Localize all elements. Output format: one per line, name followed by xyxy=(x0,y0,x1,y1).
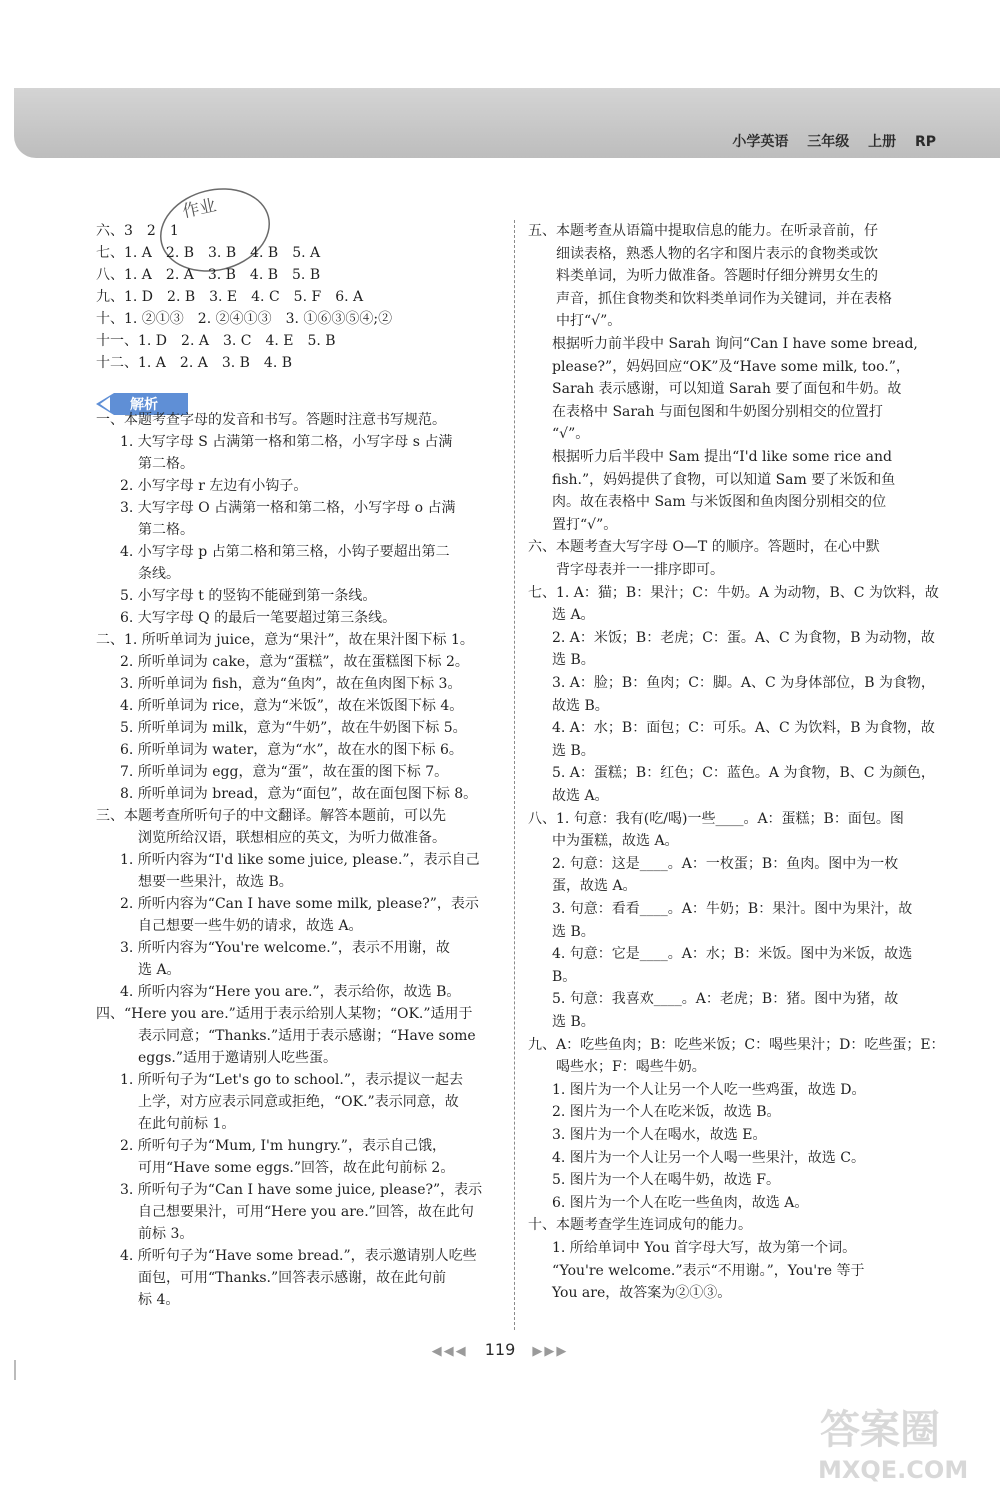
text-line: 4. 句意：它是____。A：水；B：米饭。图中为米饭，故选 xyxy=(552,946,913,963)
subject-label: 小学英语 xyxy=(732,134,789,150)
text-line: 2. 句意：这是____。A：一枚蛋；B：鱼肉。图中为一枚 xyxy=(552,855,899,872)
text-line: 1. 所听内容为“I'd like some juice, please.”，表示自己 xyxy=(120,852,480,868)
page-number: 119 xyxy=(484,1340,516,1359)
text-line: 声音，抓住食物类和饮料类单词作为关键词，并在表格 xyxy=(556,290,892,307)
page-footer xyxy=(0,1340,1000,1359)
text-line: 4. 所听句子为“Have some bread.”，表示邀请别人吃些 xyxy=(120,1248,477,1264)
text-line: 3. 所听内容为“You're welcome.”，表示不用谢，故 xyxy=(120,940,450,956)
text-line: 三、本题考查所听句子的中文翻译。解答本题前，可以先 xyxy=(96,808,446,824)
text-line: 蛋，故选 A。 xyxy=(552,878,637,895)
text-line: 5. 所听单词为 milk，意为“牛奶”，故在牛奶图下标 5。 xyxy=(120,720,467,736)
text-line: 标 4。 xyxy=(138,1292,180,1308)
text-line: 4. 所听单词为 rice，意为“米饭”，故在米饭图下标 4。 xyxy=(120,698,464,714)
text-line: 1. 所听句子为“Let's go to school.”，表示提议一起去 xyxy=(120,1072,463,1088)
analysis-badge-label: 解析 xyxy=(130,397,158,413)
column-divider xyxy=(514,220,515,1330)
text-line: 表示同意；“Thanks.”适用于表示感谢；“Have some xyxy=(138,1028,476,1044)
text-line: 九、A：吃些鱼肉；B：吃些米饭；C：喝些果汁；D：吃些蛋；E： xyxy=(528,1036,945,1053)
text-line: 选 A。 xyxy=(138,962,181,978)
stamp-text: 作业 xyxy=(180,195,219,223)
text-line: 五、本题考查从语篇中提取信息的能力。在听录音前，仔 xyxy=(528,223,878,239)
text-line: 2. 所听句子为“Mum, I'm hungry.”，表示自己饿， xyxy=(120,1138,446,1154)
text-line: 七、1. A 2. B 3. B 4. B 5. A xyxy=(96,245,321,261)
text-line: 根据听力前半段中 Sarah 询问“Can I have some bread, xyxy=(552,336,918,352)
text-line: fish.”，妈妈提供了食物，可以知道 Sam 要了米饭和鱼 xyxy=(552,471,896,488)
text-line: 九、1. D 2. B 3. E 4. C 5. F 6. A xyxy=(96,289,364,305)
text-line: 上学，对方应表示同意或拒绝，“OK.”表示同意，故 xyxy=(138,1094,459,1110)
watermark-logo: 答案圈 xyxy=(820,1407,940,1453)
text-line: 料类单词，为听力做准备。答题时仔细分辨男女生的 xyxy=(556,268,878,285)
text-line: 选 B。 xyxy=(552,1014,595,1030)
watermark-url: MXQE.COM xyxy=(818,1456,969,1484)
text-line: 5. 句意：我喜欢____。A：老虎；B：猪。图中为猪，故 xyxy=(552,991,899,1008)
text-line: 条线。 xyxy=(138,566,180,582)
text-line: Sarah 表示感谢，可以知道 Sarah 要了面包和牛奶。故 xyxy=(552,381,902,398)
text-line: 第二格。 xyxy=(138,522,194,538)
text-line: 4. 所听内容为“Here you are.”，表示给你，故选 B。 xyxy=(120,984,461,1000)
book-info xyxy=(718,131,936,151)
text-line: 1. 所给单词中 You 首字母大写，故为第一个词。 xyxy=(552,1240,857,1256)
text-line: 置打“√”。 xyxy=(552,516,618,533)
text-line: 十、1. ②①③ 2. ②④①③ 3. ①⑥③⑤④;② xyxy=(96,311,393,327)
text-line: 1. 大写字母 S 占满第一格和第二格，小写字母 s 占满 xyxy=(120,434,453,450)
grade-label: 三年级 xyxy=(807,134,850,150)
text-line: please?”，妈妈回应“OK”及“Have some milk, too.”， xyxy=(552,358,910,375)
text-line: 六、3 2 1 xyxy=(96,223,179,239)
text-line: 3. 大写字母 O 占满第一格和第二格，小写字母 o 占满 xyxy=(120,500,456,516)
text-line: 八、1. 句意：我有(吃/喝)一些____。A：蛋糕；B：面包。图 xyxy=(528,810,904,827)
text-line: 8. 所听单词为 bread，意为“面包”，故在面包图下标 8。 xyxy=(120,786,478,802)
edition-label: RP xyxy=(914,134,936,150)
text-line: 2. 图片为一个人在吃米饭，故选 B。 xyxy=(552,1104,781,1121)
text-line: 7. 所听单词为 egg，意为“蛋”，故在蛋的图下标 7。 xyxy=(120,764,449,780)
text-line: 2. 小写字母 r 左边有小钩子。 xyxy=(120,478,308,494)
text-line: 3. 所听单词为 fish，意为“鱼肉”，故在鱼肉图下标 3。 xyxy=(120,676,462,692)
text-line: B。 xyxy=(552,968,577,985)
text-line: 十一、1. D 2. A 3. C 4. E 5. B xyxy=(96,333,336,349)
text-line: eggs.”适用于邀请别人吃些蛋。 xyxy=(138,1050,338,1066)
prev-arrows-icon: ◀◀◀ xyxy=(431,1344,468,1359)
text-line: “You're welcome.”表示“不用谢。”，You're 等于 xyxy=(552,1262,865,1279)
next-arrows-icon: ▶▶▶ xyxy=(532,1344,569,1359)
text-line: 选 B。 xyxy=(552,742,595,759)
text-line: 肉。故在表格中 Sam 与米饭图和鱼肉图分别相交的位 xyxy=(552,494,887,511)
margin-mark xyxy=(14,1360,16,1380)
text-line: 在表格中 Sarah 与面包图和牛奶图分别相交的位置打 xyxy=(552,403,883,420)
text-line: 1. 图片为一个人让另一个人吃一些鸡蛋，故选 D。 xyxy=(552,1081,866,1098)
text-line: 自己想要一些牛奶的请求，故选 A。 xyxy=(138,918,363,934)
text-line: 4. A：水；B：面包；C：可乐。A、C 为饮料，B 为食物，故 xyxy=(552,720,935,737)
text-line: 浏览所给汉语，联想相应的英文，为听力做准备。 xyxy=(138,830,446,846)
text-line: 6. 图片为一个人在吃一些鱼肉，故选 A。 xyxy=(552,1194,809,1211)
text-line: 八、1. A 2. A 3. B 4. B 5. B xyxy=(96,267,321,283)
text-line: 2. 所听单词为 cake，意为“蛋糕”，故在蛋糕图下标 2。 xyxy=(120,654,469,670)
text-line: 自己想要果汁，可用“Here you are.”回答，故在此句 xyxy=(138,1204,474,1220)
text-line: 6. 所听单词为 water，意为“水”，故在水的图下标 6。 xyxy=(120,742,463,758)
text-line: 前标 3。 xyxy=(138,1226,194,1242)
text-line: 3. 图片为一个人在喝水，故选 E。 xyxy=(552,1127,767,1143)
text-line: 十、本题考查学生连词成句的能力。 xyxy=(528,1217,752,1234)
text-line: 面包，可用“Thanks.”回答表示感谢，故在此句前 xyxy=(138,1270,447,1286)
text-line: 七、1. A：猫；B：果汁；C：牛奶。A 为动物，B、C 为饮料，故 xyxy=(528,584,939,601)
text-line: 3. A：脸；B：鱼肉；C：脚。A、C 为身体部位，B 为食物， xyxy=(552,675,935,691)
text-line: 4. 图片为一个人让另一个人喝一些果汁，故选 C。 xyxy=(552,1149,865,1166)
text-line: 六、本题考查大写字母 O—T 的顺序。答题时，在心中默 xyxy=(528,539,880,556)
text-line: 5. 图片为一个人在喝牛奶，故选 F。 xyxy=(552,1172,780,1189)
text-line: 5. A：蛋糕；B：红色；C：蓝色。A 为食物，B、C 为颜色， xyxy=(552,765,935,782)
text-line: You are，故答案为②①③。 xyxy=(552,1285,732,1302)
text-line: 4. 小写字母 p 占第二格和第三格，小钩子要超出第二 xyxy=(120,544,450,560)
text-line: 选 A。 xyxy=(552,607,595,624)
text-line: 选 B。 xyxy=(552,652,595,669)
text-line: 四、“Here you are.”适用于表示给别人某物；“OK.”适用于 xyxy=(96,1006,473,1022)
text-line: 中为蛋糕，故选 A。 xyxy=(552,833,679,850)
text-line: 3. 所听句子为“Can I have some juice, please?”，表示 xyxy=(120,1182,483,1198)
text-line: 故选 A。 xyxy=(552,788,609,804)
text-line: 背字母表并一一排序即可。 xyxy=(556,562,724,578)
text-line: 十二、1. A 2. A 3. B 4. B xyxy=(96,355,293,371)
text-line: 故选 B。 xyxy=(552,697,609,714)
text-line: 细读表格，熟悉人物的名字和图片表示的食物类或饮 xyxy=(556,245,878,262)
text-line: 喝些水；F：喝些牛奶。 xyxy=(556,1059,706,1076)
text-line: 根据听力后半段中 Sam 提出“I'd like some rice and xyxy=(552,449,892,465)
text-line: 选 B。 xyxy=(552,923,595,940)
text-line: 2. 所听内容为“Can I have some milk, please?”，表示 xyxy=(120,896,479,912)
text-line: 想要一些果汁，故选 B。 xyxy=(138,874,293,890)
text-line: 2. A：米饭；B：老虎；C：蛋。A、C 为食物，B 为动物，故 xyxy=(552,629,935,646)
text-line: 可用“Have some eggs.”回答，故在此句前标 2。 xyxy=(138,1160,455,1176)
text-line: “√”。 xyxy=(552,426,590,443)
text-line: 中打“√”。 xyxy=(556,313,622,330)
volume-label: 上册 xyxy=(868,134,897,150)
text-line: 一、本题考查字母的发音和书写。答题时注意书写规范。 xyxy=(96,412,446,428)
text-line: 二、1. 所听单词为 juice，意为“果汁”，故在果汁图下标 1。 xyxy=(96,632,474,648)
text-line: 6. 大写字母 Q 的最后一笔要超过第三条线。 xyxy=(120,610,397,626)
text-line: 在此句前标 1。 xyxy=(138,1116,236,1132)
text-line: 第二格。 xyxy=(138,456,194,472)
text-line: 5. 小写字母 t 的竖钩不能碰到第一条线。 xyxy=(120,588,377,604)
text-line: 3. 句意：看看____。A：牛奶；B：果汁。图中为果汁，故 xyxy=(552,901,913,917)
